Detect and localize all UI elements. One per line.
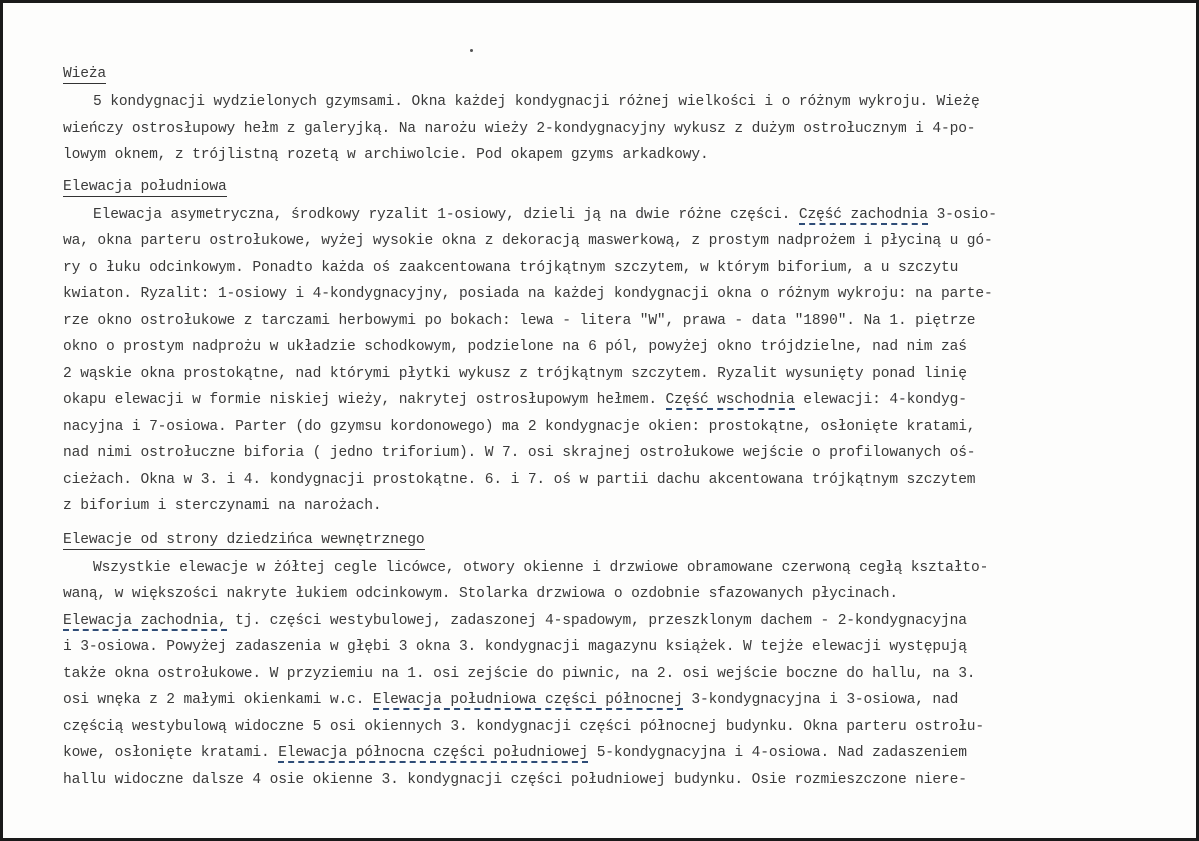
text-line: Elewacja zachodnia, tj. części westybulowej, zadaszonej 4-spadowym, przeszklonym dachem - 2-kondygnacyjna bbox=[63, 612, 967, 629]
text-line: hallu widoczne dalsze 4 osie okienne 3. kondygnacji części południowej budynku. Osie rozmieszczone niere- bbox=[63, 771, 967, 788]
text-line: i 3-osiowa. Powyżej zadaszenia w głębi 3 okna 3. kondygnacji magazynu książek. W tejże elewacji występują bbox=[63, 639, 967, 655]
speck bbox=[470, 49, 473, 52]
text-line: waną, w większości nakryte łukiem odcinkowym. Stolarka drzwiowa o ozdobnie sfazowanych płycinach. bbox=[63, 586, 898, 602]
section-heading-elewacja-poludniowa: Elewacja południowa bbox=[63, 178, 227, 195]
text-line: z biforium i sterczynami na narożach. bbox=[63, 498, 382, 514]
underlined-term: Część zachodnia bbox=[798, 206, 928, 223]
text-line: cieżach. Okna w 3. i 4. kondygnacji prostokątne. 6. i 7. oś w partii dachu akcentowana trójkątnym szczytem bbox=[63, 471, 976, 488]
text-line: osi wnęka z 2 małymi okienkami w.c. Elewacja południowa części północnej 3-kondygnacyjna i 3-osiowa, nad bbox=[63, 692, 959, 708]
text-line: Elewacja asymetryczna, środkowy ryzalit 1-osiowy, dzieli ją na dwie różne części. Część zachodnia 3-osio- bbox=[93, 206, 997, 223]
text-line: także okna ostrołukowe. W przyziemiu na 1. osi zejście do piwnic, na 2. osi wejście boczne do hallu, na 3. bbox=[63, 665, 976, 682]
text-line: nacyjna i 7-osiowa. Parter (do gzymsu kordonowego) ma 2 kondygnacje okien: prostokątne, osłonięte kratami, bbox=[63, 418, 976, 435]
underlined-term: Elewacja zachodnia, bbox=[63, 612, 227, 629]
document-body bbox=[63, 61, 1148, 793]
text-line: kowe, osłonięte kratami. Elewacja północna części południowej 5-kondygnacyjna i 4-osiowa. Nad zadaszeniem bbox=[63, 745, 967, 761]
underlined-term: Część wschodnia bbox=[665, 392, 795, 408]
text-line: lowym oknem, z trójlistną rozetą w archiwolcie. Pod okapem gzyms arkadkowy. bbox=[63, 147, 709, 163]
paragraph-elewacje-dziedzinca bbox=[63, 555, 1148, 794]
text-line: częścią westybulową widoczne 5 osi okiennych 3. kondygnacji części północnej budynku. Okna parteru ostrołu- bbox=[63, 718, 985, 735]
text-line: okno o prostym nadprożu w układzie schodkowym, podzielone na 6 pól, powyżej okno trójdzielne, nad nim zaś bbox=[63, 339, 967, 355]
paragraph-wieza bbox=[63, 89, 1148, 169]
underlined-term: Elewacja północna części południowej bbox=[278, 745, 589, 761]
text-line: 2 wąskie okna prostokątne, nad którymi płytki wykusz z trójkątnym szczytem. Ryzalit wysunięty ponad linię bbox=[63, 365, 967, 382]
text-line: ry o łuku odcinkowym. Ponadto każda oś zaakcentowana trójkątnym szczytem, w którym biforium, a u szczytu bbox=[63, 259, 959, 276]
text-line: wieńczy ostrosłupowy hełm z galeryjką. Na narożu wieży 2-kondygnacyjny wykusz z dużym ostrołucznym i 4-po- bbox=[63, 120, 976, 137]
section-heading-wieza: Wieża bbox=[63, 66, 107, 82]
text-line: Wszystkie elewacje w żółtej cegle licówce, otwory okienne i drzwiowe obramowane czerwoną cegłą kształto- bbox=[93, 559, 989, 576]
text-line: kwiaton. Ryzalit: 1-osiowy i 4-kondygnacyjny, posiada na każdej kondygnacji okna o różnym wykroju: na parte- bbox=[63, 286, 993, 302]
text-line: rze okno ostrołukowe z tarczami herbowymi po bokach: lewa - litera "W", prawa - data "1890". Na 1. piętrze bbox=[63, 312, 976, 329]
text-line: okapu elewacji w formie niskiej wieży, nakrytej ostrosłupowym hełmem. Część wschodnia elewacji: 4-kondyg- bbox=[63, 392, 967, 408]
text-line: wa, okna parteru ostrołukowe, wyżej wysokie okna z dekoracją maswerkową, z prostym nadprożem i płyciną u gó- bbox=[63, 233, 993, 249]
section-heading-elewacje-dziedzinca: Elewacje od strony dziedzińca wewnętrznego bbox=[63, 531, 425, 548]
text-line: 5 kondygnacji wydzielonych gzymsami. Okna każdej kondygnacji różnej wielkości i o różnym wykroju. Wieżę bbox=[93, 94, 980, 110]
underlined-term: Elewacja południowa części północnej bbox=[372, 692, 683, 708]
paragraph-elewacja-poludniowa bbox=[63, 202, 1148, 520]
text-line: nad nimi ostrołuczne biforia ( jedno triforium). W 7. osi skrajnej ostrołukowe wejście o profilowanych oś- bbox=[63, 445, 976, 461]
